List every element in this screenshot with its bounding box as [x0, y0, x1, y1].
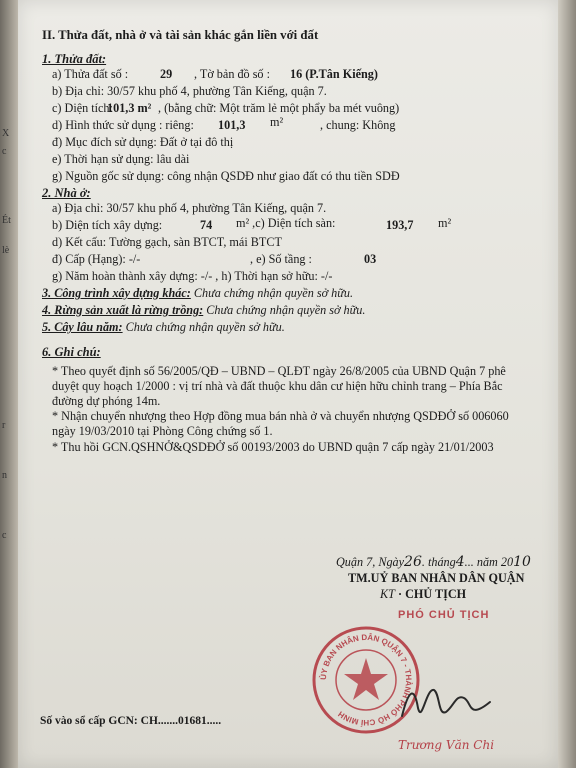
house-floor-area-label: m² ,c) Diện tích sàn:: [236, 216, 336, 230]
chair-prefix: KT: [380, 587, 395, 601]
house-address: a) Địa chỉ: 30/57 khu phố 4, phường Tân Kiếng, quận 7.: [52, 201, 327, 215]
land-heading: 1. Thửa đất:: [42, 52, 107, 66]
planted-forest-value: Chưa chứng nhận quyền sở hữu.: [203, 303, 366, 317]
left-page-edge: [0, 0, 18, 768]
vice-chair-stamp: PHÓ CHỦ TỊCH: [398, 609, 490, 621]
authority-title: TM.UỶ BAN NHÂN DÂN QUẬN: [348, 571, 525, 585]
section-header: II. Thửa đất, nhà ở và tài sản khác gắn liền với đất: [42, 28, 319, 42]
note-transfer: * Nhận chuyển nhượng theo Hợp đồng mua bán nhà ở và chuyển nhượng QSDĐỞ số 006060 ngày 19/03/2010 tại Phòng Công chứng số 1.: [52, 409, 509, 438]
land-area-label: c) Diện tích:: [52, 101, 113, 115]
perennial-trees-label: 5. Cây lâu năm:: [42, 320, 123, 334]
margin-mark: r: [2, 420, 6, 431]
margin-mark: n: [2, 470, 7, 481]
land-area-value: 101,3 m²: [107, 101, 152, 115]
house-build-area-label: b) Diện tích xây dựng:: [52, 218, 163, 232]
date-year-prefix: ... năm 20: [464, 555, 514, 569]
signing-date: [336, 555, 531, 569]
date-month-prefix: . tháng: [421, 555, 456, 569]
chair-label: · CHỦ TỊCH: [397, 587, 467, 601]
handwritten-signature-icon: [394, 672, 504, 732]
house-floors-value: 03: [364, 252, 377, 266]
land-area-words: , (bằng chữ: Một trăm lẻ một phẩy ba mét vuông): [158, 101, 400, 115]
note-revoke: * Thu hồi GCN.QSHNỞ&QSDĐỞ số 00193/2003 do UBND quận 7 cấp ngày 21/01/2003: [52, 440, 494, 454]
note-planning: * Theo quyết định số 56/2005/QĐ – UBND – QLĐT ngày 26/8/2005 của UBND Quận 7 phê duyệt quy hoạch 1/2000 : vị trí nhà và đất thuộc khu dân cư hiện hữu chỉnh trang – Phía Bắc đường dự phóng 14m.: [52, 364, 506, 408]
house-completion: g) Năm hoàn thành xây dựng: -/- , h) Thời hạn sở hữu: -/-: [52, 269, 333, 283]
land-map-label: , Tờ bản đồ số :: [194, 67, 270, 81]
perennial-trees: [42, 320, 285, 334]
date-day: 26: [404, 554, 422, 570]
land-usage-private-area: 101,3: [218, 118, 246, 132]
signer-name: Trương Văn Chi: [398, 738, 495, 752]
register-value: CH.......01681.....: [140, 715, 222, 727]
house-floors-label: , e) Số tầng :: [250, 252, 312, 266]
land-usage-unit: m²: [270, 115, 284, 129]
planted-forest: [42, 303, 365, 317]
perennial-trees-value: Chưa chứng nhận quyền sở hữu.: [122, 320, 285, 334]
other-construction-label: 3. Công trình xây dựng khác:: [42, 286, 191, 300]
notes-heading: 6. Ghi chú:: [42, 345, 101, 359]
register-number-row: [40, 714, 221, 728]
right-page-edge: [558, 0, 576, 768]
land-origin: g) Nguồn gốc sử dụng: công nhận QSDĐ như giao đất có thu tiền SDĐ: [52, 169, 400, 183]
house-structure: d) Kết cấu: Tường gạch, sàn BTCT, mái BTCT: [52, 235, 282, 249]
register-label: Số vào sổ cấp GCN:: [40, 715, 138, 727]
house-floor-area-unit: m²: [438, 216, 452, 230]
land-parcel-label: a) Thửa đất số :: [52, 67, 129, 81]
house-heading: 2. Nhà ở:: [42, 186, 91, 200]
chair-title: [380, 587, 466, 601]
land-parcel-number: 29: [160, 67, 173, 81]
house-grade: đ) Cấp (Hạng): -/-: [52, 252, 141, 266]
land-usage-common: , chung: Không: [320, 118, 396, 132]
planted-forest-label: 4. Rừng sản xuất là rừng trồng:: [42, 303, 204, 317]
date-year: 10: [513, 554, 531, 570]
land-address: b) Địa chỉ: 30/57 khu phố 4, phường Tân Kiếng, quận 7.: [52, 84, 327, 98]
margin-mark: Ét: [2, 215, 11, 226]
land-purpose: đ) Mục đích sử dụng: Đất ở tại đô thị: [52, 135, 234, 149]
house-build-area-value: 74: [200, 218, 213, 232]
margin-mark: c: [2, 146, 7, 157]
land-map-number: 16 (P.Tân Kiếng): [290, 67, 378, 81]
margin-mark: lè: [2, 245, 10, 256]
other-construction-value: Chưa chứng nhận quyền sở hữu.: [190, 286, 354, 300]
date-month: 4: [455, 554, 465, 570]
land-duration: e) Thời hạn sử dụng: lâu dài: [52, 152, 190, 166]
land-usage-form-label: d) Hình thức sử dụng : riêng:: [52, 118, 194, 132]
certificate-page: [18, 0, 558, 768]
margin-mark: c: [2, 530, 7, 541]
seal-text: ỦY BAN NHÂN DÂN QUẬN 7 - THÀNH PHỐ HỒ CHÍ MINH: [318, 632, 414, 728]
house-floor-area-value: 193,7: [386, 218, 414, 232]
margin-mark: X: [2, 128, 10, 139]
other-construction: [42, 286, 353, 300]
date-prefix: Quận 7, Ngày: [336, 555, 405, 569]
